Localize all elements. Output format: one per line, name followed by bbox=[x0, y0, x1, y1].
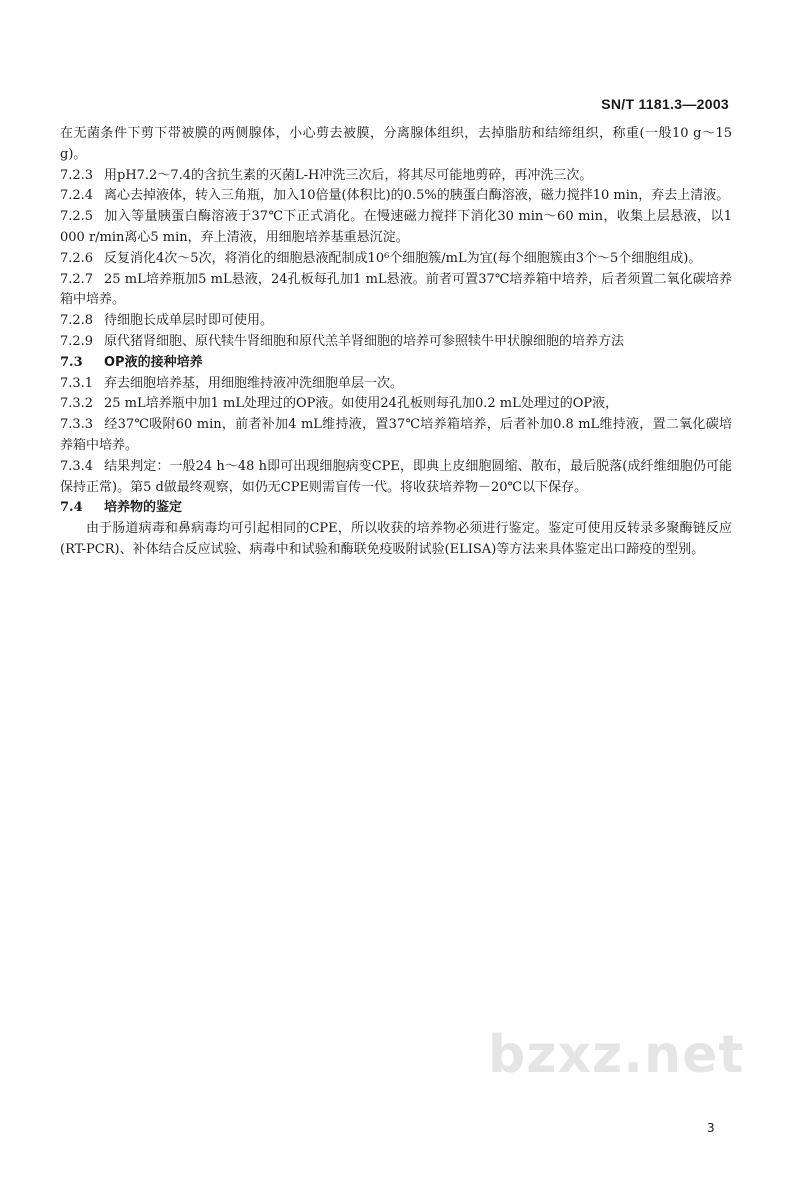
section-number: 7.3.1 bbox=[60, 375, 94, 391]
section-heading-7-4 bbox=[60, 498, 732, 519]
section-number: 7.3.2 bbox=[60, 396, 94, 412]
section-number: 7.2.6 bbox=[60, 250, 94, 266]
section-number: 7.2.3 bbox=[60, 167, 94, 183]
paragraph-text: 由于肠道病毒和鼻病毒均可引起相同的CPE，所以收获的培养物必须进行鉴定。鉴定可使用反转录多聚酶链反应(RT-PCR)、补体结合反应试验、病毒中和试验和酶联免疫吸附试验(ELISA)等方法来具体鉴定出口蹄疫的型别。 bbox=[60, 521, 732, 557]
paragraph-text: 在无菌条件下剪下带被膜的两侧腺体，小心剪去被膜，分离腺体组织，去掉脂肪和结缔组织，称重(一般10 g～15 g)。 bbox=[60, 126, 732, 162]
paragraph-7-3-2 bbox=[60, 394, 732, 415]
paragraph-7-2-4 bbox=[60, 186, 732, 207]
paragraph-text: 用pH7.2～7.4的含抗生素的灭菌L-H冲洗三次后，将其尽可能地剪碎，再冲洗三次。 bbox=[104, 167, 593, 183]
paragraph-text: 反复消化4次～5次，将消化的细胞悬液配制成10⁶个细胞簇/mL为宜(每个细胞簇由3个～5个细胞组成)。 bbox=[104, 250, 702, 266]
section-title: 培养物的鉴定 bbox=[104, 500, 183, 516]
paragraph-text: 25 mL培养瓶中加1 mL处理过的OP液。如使用24孔板则每孔加0.2 mL处理过的OP液， bbox=[104, 396, 619, 412]
section-heading-7-3 bbox=[60, 353, 732, 374]
paragraph-7-2-5 bbox=[60, 207, 732, 249]
paragraph-7-2-6 bbox=[60, 249, 732, 270]
paragraph-text: 25 mL培养瓶加5 mL悬液，24孔板每孔加1 mL悬液。前者可置37℃培养箱中培养，后者须置二氧化碳培养箱中培养。 bbox=[60, 271, 732, 308]
section-number: 7.4 bbox=[60, 500, 83, 516]
watermark-logo: bzxz.net bbox=[488, 1025, 745, 1085]
paragraph-0 bbox=[60, 124, 732, 166]
paragraph-7-3-4 bbox=[60, 457, 732, 499]
paragraph-text: 待细胞长成单层时即可使用。 bbox=[104, 313, 274, 329]
paragraph-text: 经37℃吸附60 min，前者补加4 mL维持液，置37℃培养箱培养，后者补加0.8 mL维持液，置二氧化碳培养箱中培养。 bbox=[60, 417, 732, 453]
paragraph-7-2-8 bbox=[60, 311, 732, 332]
section-number: 7.2.4 bbox=[60, 188, 94, 204]
paragraph-text: 原代猪肾细胞、原代犊牛肾细胞和原代羔羊肾细胞的培养可参照犊牛甲状腺细胞的培养方法 bbox=[104, 333, 625, 349]
paragraph-7-2-9 bbox=[60, 332, 732, 353]
section-number: 7.2.9 bbox=[60, 333, 94, 349]
paragraph-identification bbox=[60, 519, 732, 561]
paragraph-7-2-7 bbox=[60, 270, 732, 312]
section-number: 7.2.7 bbox=[60, 271, 94, 287]
paragraph-text: 离心去掉液体，转入三角瓶，加入10倍量(体积比)的0.5%的胰蛋白酶溶液，磁力搅拌10 min，弃去上清液。 bbox=[104, 188, 730, 204]
paragraph-7-3-3 bbox=[60, 415, 732, 457]
paragraph-text: 弃去细胞培养基，用细胞维持液冲洗细胞单层一次。 bbox=[104, 375, 404, 391]
page-number: 3 bbox=[707, 1121, 715, 1135]
paragraph-text: 结果判定：一般24 h～48 h即可出现细胞病变CPE，即典上皮细胞圆缩、散布，最后脱落(成纤维细胞仍可能保持正常)。第5 d做最终观察，如仍无CPE则需盲传一代。将收获培养物－20℃以下保存。 bbox=[60, 458, 732, 495]
section-number: 7.3.3 bbox=[60, 417, 94, 433]
section-number: 7.3.4 bbox=[60, 458, 94, 474]
page-header-standard-id: SN/T 1181.3—2003 bbox=[601, 96, 729, 112]
paragraph-7-3-1 bbox=[60, 374, 732, 395]
section-number: 7.3 bbox=[60, 354, 83, 370]
document-body bbox=[60, 124, 732, 561]
section-number: 7.2.5 bbox=[60, 209, 94, 225]
section-number: 7.2.8 bbox=[60, 313, 94, 329]
paragraph-text: 加入等量胰蛋白酶溶液于37℃下正式消化。在慢速磁力搅拌下消化30 min～60 min，收集上层悬液，以1 000 r/min离心5 min，弃上清液，用细胞培养基重悬沉淀。 bbox=[60, 209, 732, 245]
paragraph-7-2-3 bbox=[60, 166, 732, 187]
section-title: OP液的接种培养 bbox=[104, 354, 203, 370]
